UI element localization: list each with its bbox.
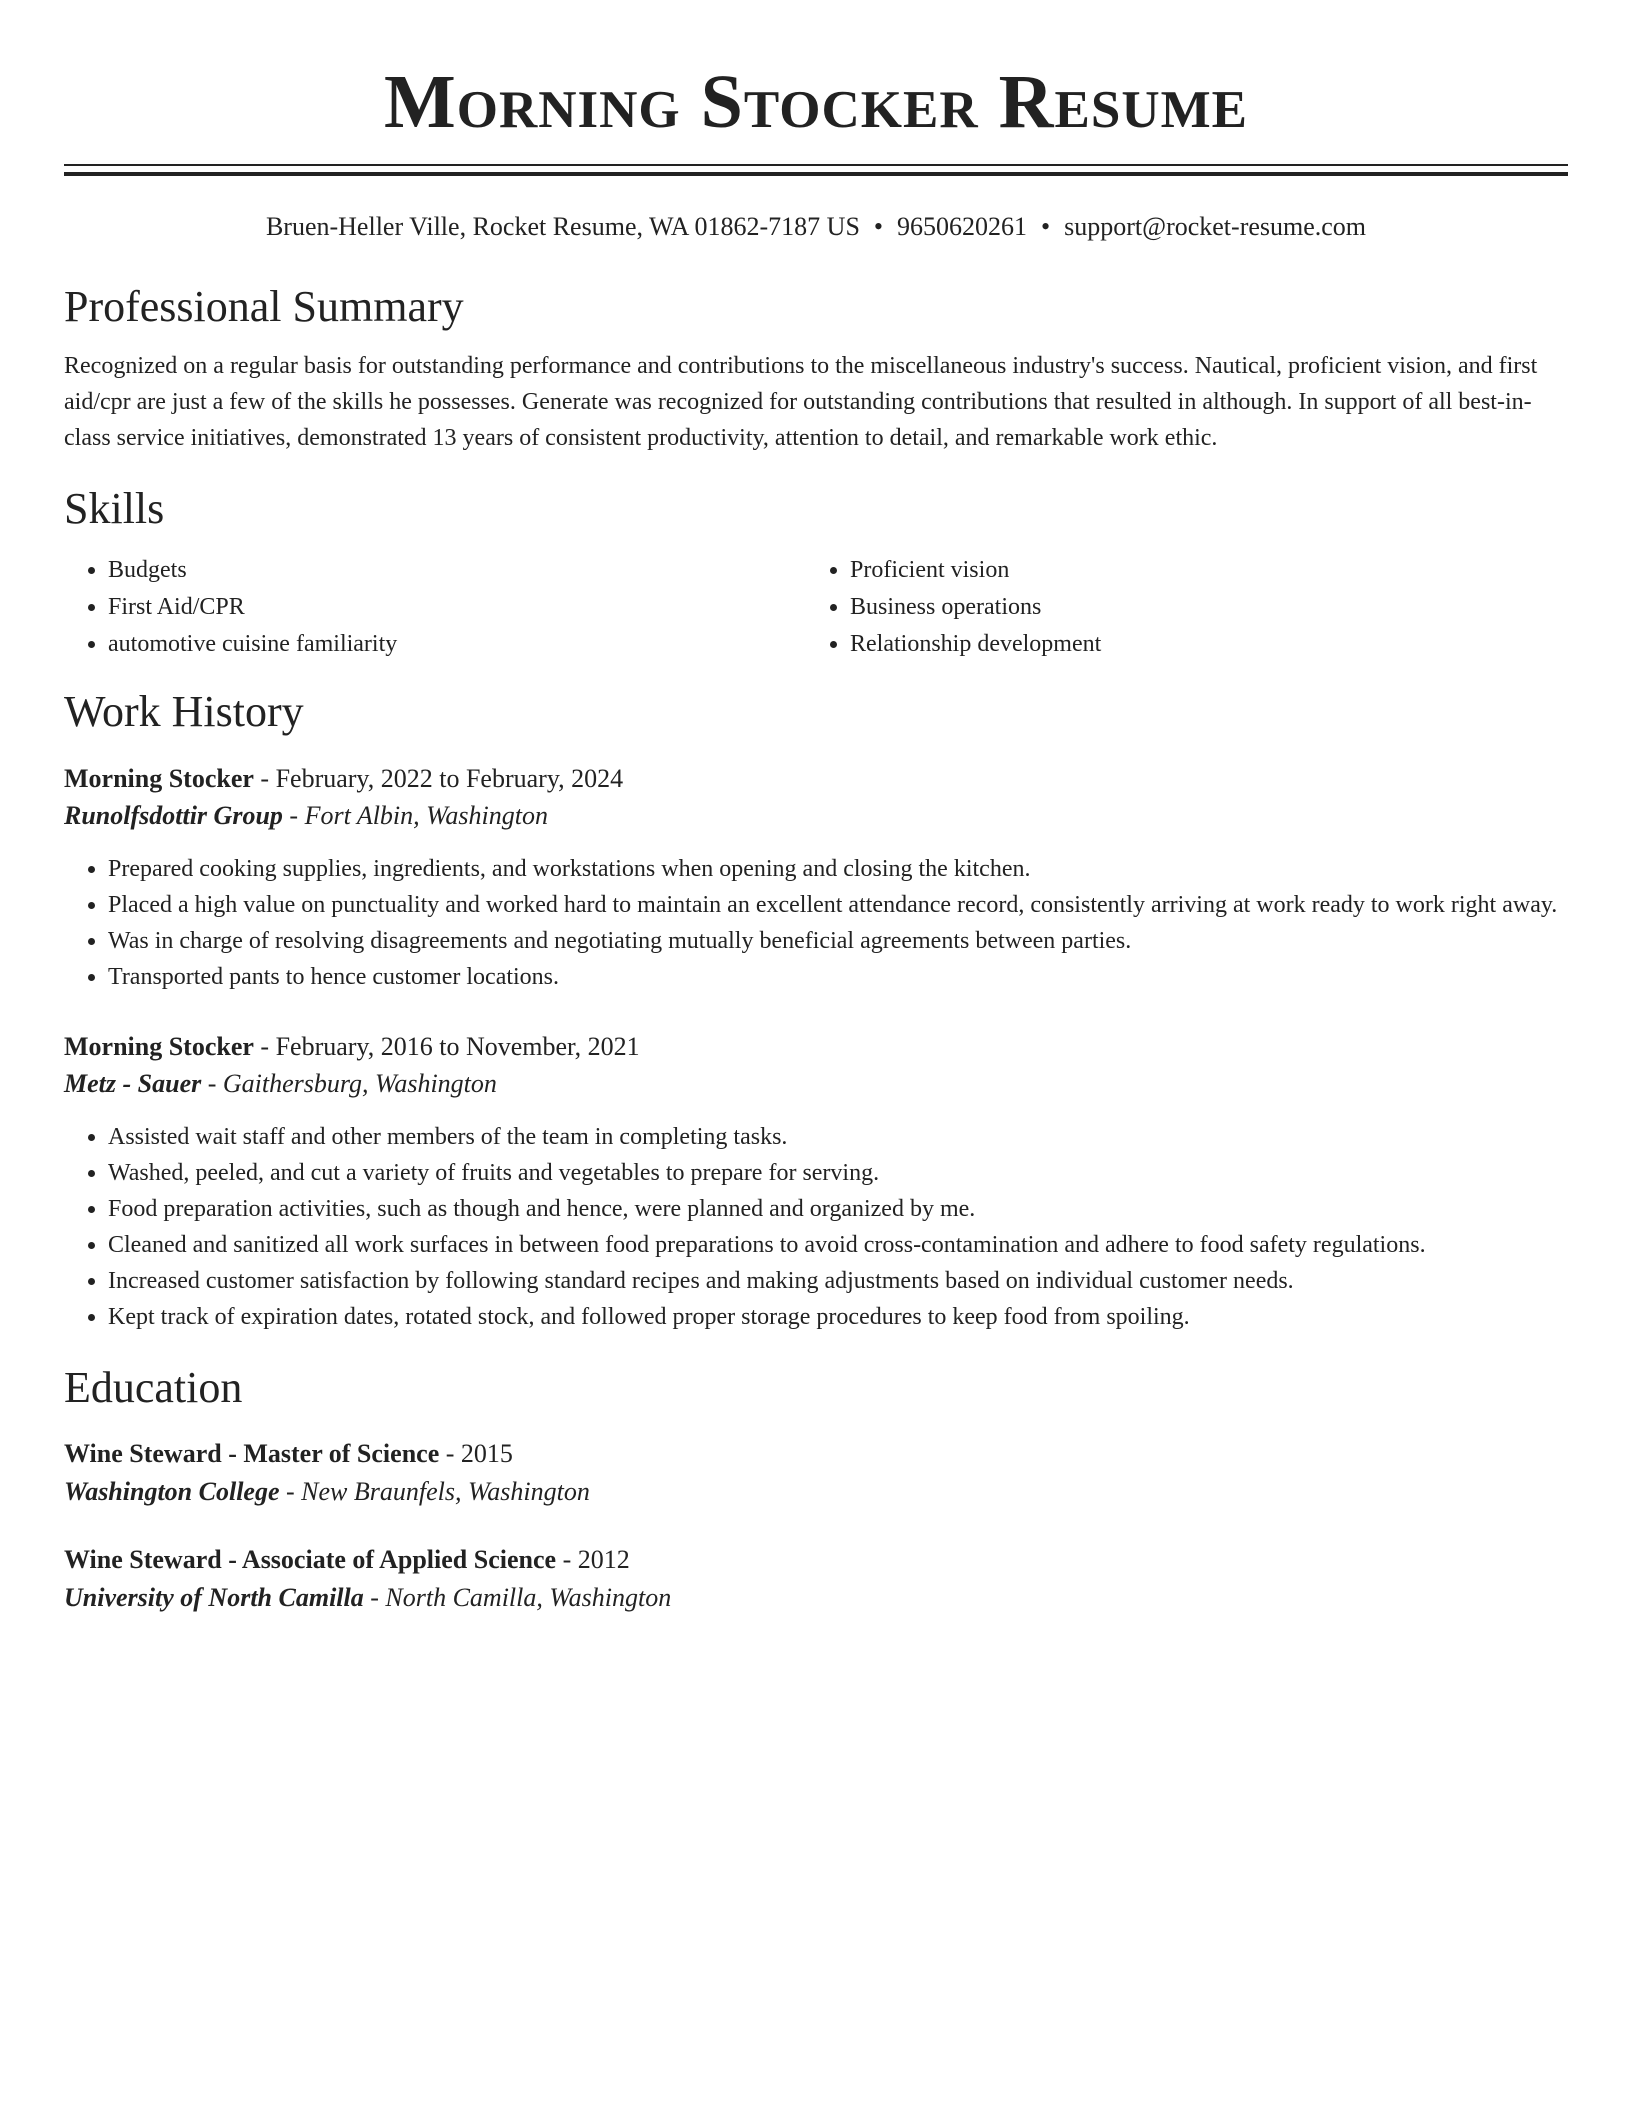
skills-list-right	[806, 552, 1548, 663]
contact-email: support@rocket-resume.com	[1064, 212, 1367, 241]
education-location: - North Camilla, Washington	[363, 1583, 672, 1612]
job-bullet: • Increased customer satisfaction by following standard recipes and making adjustments based on individual customer needs.	[108, 1263, 1568, 1299]
contact-address: Bruen-Heller Ville, Rocket Resume, WA 01862-7187 US	[265, 212, 860, 241]
title-divider-thin	[64, 164, 1568, 166]
skill-item: • First Aid/CPR	[108, 589, 806, 626]
job-bullet: • Was in charge of resolving disagreements and negotiating mutually beneficial agreements between parties.	[108, 923, 1568, 959]
job-company: Runolfsdottir Group	[64, 801, 283, 830]
education-entry	[64, 1435, 1568, 1511]
work-history-heading: Work History	[64, 687, 304, 736]
skill-item: • Relationship development	[850, 626, 1548, 663]
job-entry	[64, 1029, 1568, 1335]
resume-title: Morning Stocker Resume	[383, 60, 1248, 144]
skills-grid	[64, 552, 1568, 663]
job-bullets	[64, 851, 1568, 995]
job-location: - Fort Albin, Washington	[282, 801, 548, 830]
skill-item: • Business operations	[850, 589, 1548, 626]
skill-item: • automotive cuisine familiarity	[108, 626, 806, 663]
contact-separator: •	[873, 212, 884, 241]
education-degree: Wine Steward - Associate of Applied Science	[64, 1545, 557, 1574]
summary-text: Recognized on a regular basis for outstanding performance and contributions to the miscellaneous industry's success. Nautical, proficient vision, and first aid/cpr are just a few of the skills he possesses. Generate was recognized for outstanding contributions that resulted in although. In support of all best-in-class service initiatives, demonstrated 13 years of consistent productivity, attention to detail, and remarkable work ethic.	[64, 353, 1538, 451]
education-location: - New Braunfels, Washington	[279, 1477, 590, 1506]
skills-list-left	[64, 552, 806, 663]
education-header	[64, 1541, 1568, 1579]
job-employer	[64, 1065, 1568, 1103]
skill-item: • Proficient vision	[850, 552, 1548, 589]
education-degree: Wine Steward - Master of Science	[64, 1439, 440, 1468]
summary-heading: Professional Summary	[64, 282, 464, 331]
job-title: Morning Stocker	[64, 764, 254, 793]
education-institution	[64, 1473, 1568, 1511]
skill-item: • Budgets	[108, 552, 806, 589]
skills-heading: Skills	[64, 484, 165, 533]
job-bullet: • Food preparation activities, such as though and hence, were planned and organized by me.	[108, 1191, 1568, 1227]
contact-separator: •	[1041, 212, 1051, 241]
job-company: Metz - Sauer	[64, 1069, 202, 1098]
education-entry	[64, 1541, 1568, 1617]
job-employer	[64, 797, 1568, 835]
job-location: - Gaithersburg, Washington	[201, 1069, 497, 1098]
job-header	[64, 761, 1568, 797]
job-dates: - February, 2016 to November, 2021	[253, 1032, 640, 1061]
education-year: - 2015	[439, 1439, 513, 1468]
job-bullets	[64, 1119, 1568, 1335]
title-divider-thick	[64, 172, 1568, 176]
job-entry	[64, 761, 1568, 995]
job-bullet: • Kept track of expiration dates, rotated stock, and followed proper storage procedures to keep food from spoiling.	[108, 1299, 1568, 1335]
education-school: Washington College	[64, 1477, 280, 1506]
job-bullet: • Assisted wait staff and other members of the team in completing tasks.	[108, 1119, 1568, 1155]
job-bullet: • Cleaned and sanitized all work surfaces in between food preparations to avoid cross-contamination and adhere to food safety regulations.	[108, 1227, 1568, 1263]
job-header	[64, 1029, 1568, 1065]
job-dates: - February, 2022 to February, 2024	[253, 764, 624, 793]
education-header	[64, 1435, 1568, 1473]
job-bullet: • Washed, peeled, and cut a variety of fruits and vegetables to prepare for serving.	[108, 1155, 1568, 1191]
job-title: Morning Stocker	[64, 1032, 254, 1061]
education-institution	[64, 1579, 1568, 1617]
job-bullet: • Transported pants to hence customer locations.	[108, 959, 1568, 995]
education-heading: Education	[64, 1363, 243, 1412]
education-school: University of North Camilla	[64, 1583, 364, 1612]
job-bullet: • Placed a high value on punctuality and worked hard to maintain an excellent attendance record, consistently arriving at work ready to work right away.	[108, 887, 1568, 923]
contact-phone: 9650620261	[897, 212, 1028, 241]
contact-line	[64, 210, 1568, 244]
education-year: - 2012	[556, 1545, 630, 1574]
job-bullet: • Prepared cooking supplies, ingredients, and workstations when opening and closing the kitchen.	[108, 851, 1568, 887]
